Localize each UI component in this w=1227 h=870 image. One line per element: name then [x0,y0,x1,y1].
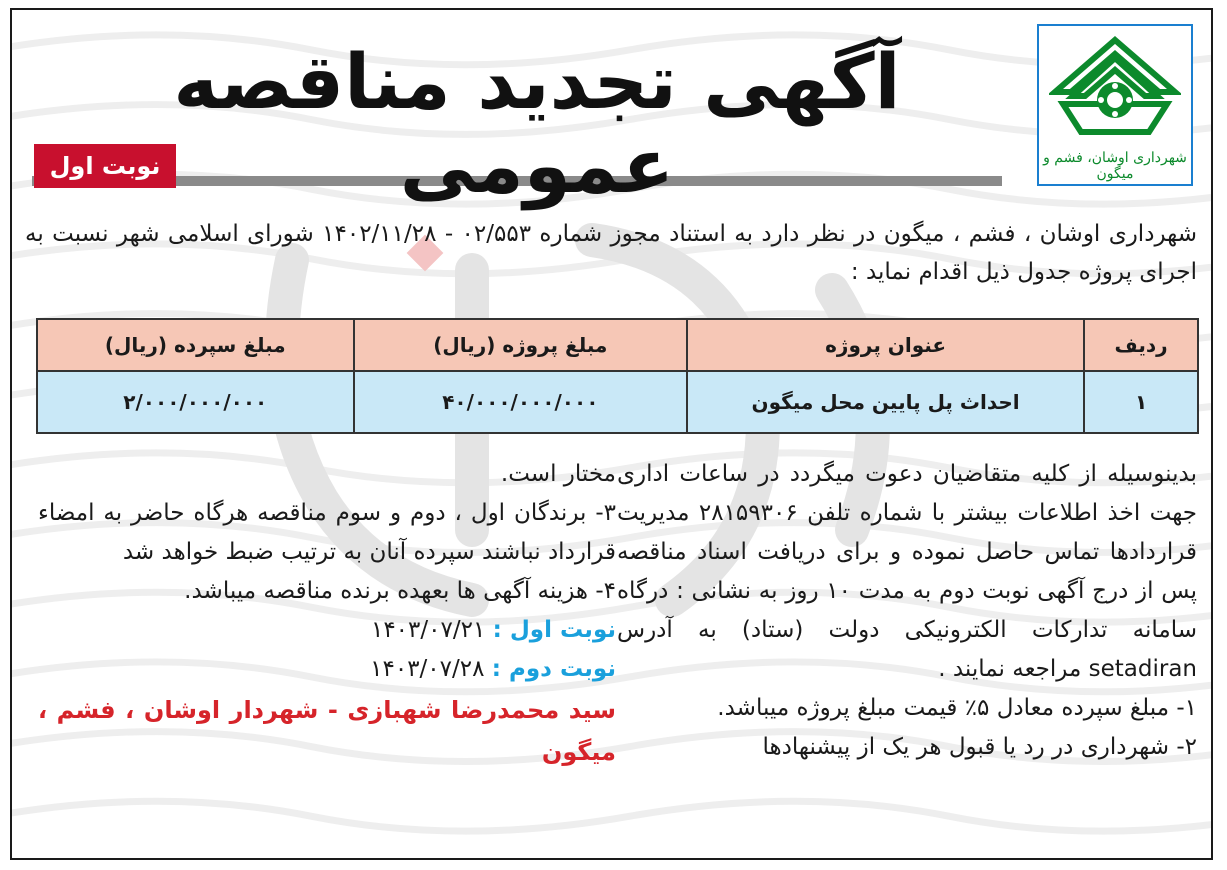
body-column-right [617,455,1197,767]
project-table [36,318,1199,434]
municipality-logo [1037,24,1193,186]
table-header-row [37,319,1198,371]
header-project-amount: مبلغ پروژه (ریال) [354,319,688,371]
table-row [37,371,1198,433]
notice-frame [10,8,1213,860]
header-project-title: عنوان پروژه [687,319,1084,371]
condition-item-1: ۱- مبلغ سپرده معادل ۵٪ قیمت مبلغ پروژه میباشد. [717,695,1197,721]
condition-item-2: ۲- شهرداری در رد یا قبول هر یک از پیشنهادها [762,734,1197,760]
second-publication-label: نوبت دوم : [491,656,616,682]
first-publication-line [38,611,616,650]
publication-round-badge: نوبت اول [34,144,176,188]
invitation-paragraph: بدینوسیله از کلیه متقاضیان دعوت میگردد در ساعات اداری جهت اخذ اطلاعات بیشتر با شماره تلفن ۲۸۱۵۹۳۰۶ مدیریت قراردادها تماس حاصل نموده و برای دریافت اسناد مناقصه پس از درج آگهی نوبت دوم به مدت ۱۰ روز به نشانی : درگاه سامانه تدارکات الکترونیکی دولت (ستاد) به آدرس setadiran مراجعه نمایند . [617,461,1198,682]
signer-name: سید محمدرضا شهبازی - شهردار اوشان ، فشم ، میگون [38,696,616,766]
second-publication-line [38,650,616,689]
first-publication-date: ۱۴۰۳/۰۷/۲۱ [370,617,486,643]
intro-paragraph: شهرداری اوشان ، فشم ، میگون در نظر دارد به استناد مجوز شماره ۰۲/۵۵۳ - ۱۴۰۲/۱۱/۲۸ شورای اسلامی شهر نسبت به اجرای پروژه جدول ذیل اقدام نماید : [25,221,1198,285]
logo-caption: شهرداری اوشان، فشم و میگون [1043,150,1187,182]
condition-item-4: ۴- هزینه آگهی ها بعهده برنده مناقصه میباشد. [184,578,616,604]
cell-project-title: احداث پل پایین محل میگون [687,371,1084,433]
cell-row-number: ۱ [1084,371,1198,433]
cell-project-amount: ۴۰/۰۰۰/۰۰۰/۰۰۰ [354,371,688,433]
body-column-left [38,455,616,773]
municipality-emblem-icon [1049,34,1181,146]
cell-deposit-amount: ۲/۰۰۰/۰۰۰/۰۰۰ [37,371,354,433]
first-publication-label: نوبت اول : [492,617,616,643]
condition-item-3: ۳- برندگان اول ، دوم و سوم مناقصه هرگاه حاضر به امضاء قرارداد نباشند سپرده آنان به ترتیب ضبط خواهد شد [38,500,616,565]
condition-item-2-continued: مختار است. [500,461,616,487]
notice-headline: آگهی تجدید مناقصه عمومی [173,37,901,210]
header-row-number: ردیف [1084,319,1198,371]
second-publication-date: ۱۴۰۳/۰۷/۲۸ [370,656,485,682]
header-deposit-amount: مبلغ سپرده (ریال) [37,319,354,371]
